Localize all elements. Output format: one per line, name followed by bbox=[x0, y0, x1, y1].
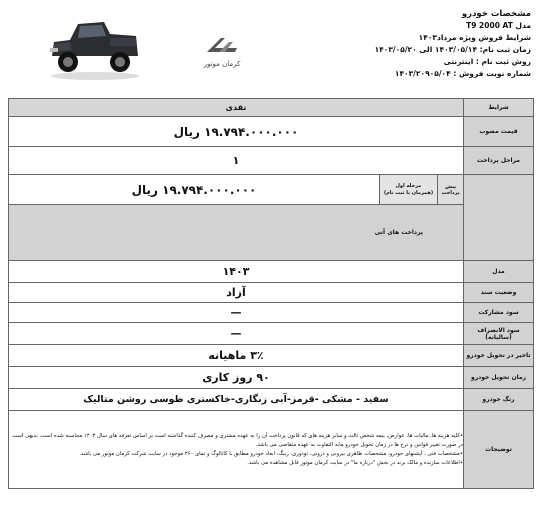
delivery-delay-value: ۳٪ ماهیانه bbox=[9, 345, 464, 367]
cancellation-profit-value: — bbox=[9, 323, 464, 345]
colors-label: رنگ خودرو bbox=[464, 389, 534, 411]
registration-time-line: زمان ثبت نام: ۱۴۰۳/۰۵/۱۴ الی ۱۴۰۳/۰۵/۲۰ bbox=[374, 45, 531, 54]
table-row bbox=[9, 411, 534, 489]
document-status-value: آزاد bbox=[9, 283, 464, 303]
registration-method-line: روش ثبت نام : اینترنتی bbox=[443, 57, 531, 66]
future-payments-label: پرداخت های آتی bbox=[9, 205, 464, 261]
model-year-value: ۱۴۰۳ bbox=[9, 261, 464, 283]
pickup-truck-image bbox=[48, 12, 142, 82]
table-row bbox=[9, 261, 534, 283]
prepayment-stage-name: مرحله اول bbox=[395, 182, 422, 189]
model-line: مدل T9 2000 AT bbox=[466, 21, 531, 30]
sale-number-line: شماره نوبت فروش : ۱۴۰۳/۲۰۹۰۵/۰۴ bbox=[394, 69, 531, 78]
table-row bbox=[9, 323, 534, 345]
kerman-motor-logo bbox=[190, 36, 254, 70]
model-year-label: مدل bbox=[464, 261, 534, 283]
note-item: • کلیه هزینه ها، مالیات ها، عوارض، بیمه شخص ثالث و سایر هزینه های که قانون پرداخت آن را به عهده مشتری و مصرف کننده گذاشته است بر اساس تعرفه های سال ۱۴۰۳ محاسبه شده است، بدیهی است در صورت تغییر قوانین و نرخ ها در زمان تحویل خودرو مابه التفاوت به عهده متقاضی می باشد. bbox=[9, 432, 463, 450]
note-item: • مشخصات فنی ، آپشنهای خودرو، مشخصات ظاهری بیرونی و درونی، تودوزی، رینگ، ابعاد خودرو مطابق با کاتالوگ و تمای ۳۶۰ موجود در سایت شرکت کرمان موتور می باشد. bbox=[9, 450, 463, 459]
table-row bbox=[9, 345, 534, 367]
prepayment-value: ۱۹.۷۹۴.۰۰۰.۰۰۰ ریال bbox=[9, 175, 380, 205]
table-row bbox=[9, 303, 534, 323]
approved-price-value: ۱۹.۷۹۴.۰۰۰.۰۰۰ ریال bbox=[9, 117, 464, 147]
document-status-label: وضعیت سند bbox=[464, 283, 534, 303]
table-row bbox=[9, 367, 534, 389]
delivery-time-label: زمان تحویل خودرو bbox=[464, 367, 534, 389]
table-row bbox=[9, 175, 534, 205]
prepayment-label: پیش پرداخت bbox=[438, 175, 464, 205]
conditions-value: نقدی bbox=[9, 99, 464, 117]
delivery-delay-label: تاخیر در تحویل خودرو bbox=[464, 345, 534, 367]
colors-value: سفید - مشکی -قرمز-آبی زنگاری-خاکستری طوسی روشن متالیک bbox=[9, 389, 464, 411]
logo-mark-icon bbox=[205, 36, 239, 54]
prepayment-stage-label bbox=[380, 175, 438, 205]
payment-stages-label: مراحل پرداخت bbox=[464, 147, 534, 175]
table-row bbox=[9, 117, 534, 147]
delivery-time-value: ۹۰ روز کاری bbox=[9, 367, 464, 389]
conditions-label: شرایط bbox=[464, 99, 534, 117]
notes-label: توضیحات bbox=[464, 411, 534, 489]
spec-title: مشخصات خودرو bbox=[461, 9, 531, 19]
sales-conditions-table bbox=[8, 98, 534, 489]
table-row bbox=[9, 147, 534, 175]
participation-profit-label: سود مشارکت bbox=[464, 303, 534, 323]
payment-stages-value: ۱ bbox=[9, 147, 464, 175]
table-row bbox=[9, 389, 534, 411]
prepayment-stage-note: (همزمان با ثبت نام) bbox=[383, 189, 434, 196]
spec-header bbox=[291, 8, 531, 80]
note-item: • اطلاعات سازنده و مالک برند در بخش "درباره ما" در سایت کرمان موتور قابل مشاهده می باشد. bbox=[9, 459, 463, 468]
notes-cell bbox=[9, 411, 464, 489]
table-row bbox=[9, 205, 534, 261]
approved-price-label: قیمت مصوب bbox=[464, 117, 534, 147]
prepayment-group-label bbox=[464, 175, 534, 261]
table-header-row bbox=[9, 99, 534, 117]
cancellation-profit-label: سود الانصراف (سالیانه) bbox=[464, 323, 534, 345]
table-row bbox=[9, 283, 534, 303]
sale-conditions-line: شرایط فروش ویژه مرداد۱۴۰۳ bbox=[418, 33, 531, 42]
logo-text: کرمان موتور bbox=[203, 60, 241, 68]
participation-profit-value: — bbox=[9, 303, 464, 323]
